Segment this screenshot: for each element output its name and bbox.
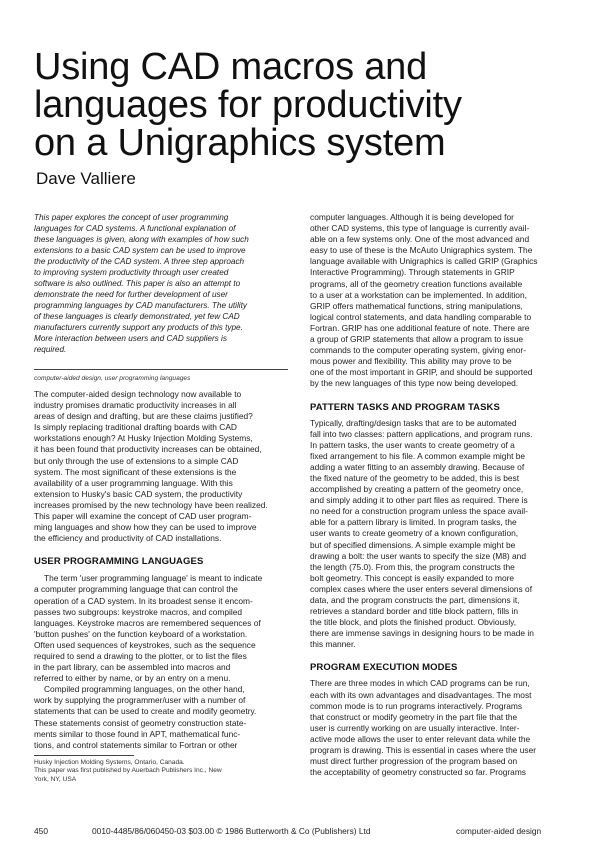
text-line: the fixed nature of the geometry to be added, this is best	[310, 472, 520, 483]
section-heading-pattern-tasks: PATTERN TASKS AND PROGRAM TASKS	[310, 401, 500, 413]
text-line: to a user at a workstation can be implemented. In addition,	[310, 289, 527, 300]
text-line: availability of a user programming language. With this	[34, 477, 233, 488]
text-line: commands to the computer operating system, giving enor-	[310, 345, 526, 356]
text-line: tions, and control statements similar to Fortran or other	[34, 739, 238, 750]
abstract-line: these languages is given, along with examples of how such	[34, 235, 249, 244]
text-line: languages. Keystroke macros are remembered sequences of	[34, 617, 261, 628]
text-line: language available with Unigraphics is called GRIP (Graphics	[310, 256, 538, 267]
text-line: fixed arrangement to his file. A common example might be	[310, 450, 526, 461]
text-line: required to send a drawing to the plotter, or to list the files	[34, 650, 247, 661]
title-line: on a Unigraphics system	[34, 122, 446, 164]
page-title	[34, 48, 574, 162]
text-line: GRIP offers mathematical functions, string manipulations,	[310, 300, 523, 311]
text-line: fall into two classes: pattern applications, and program runs.	[310, 428, 533, 439]
text-line: Interactive Programming). Through statements in GRIP	[310, 267, 515, 278]
text-line: the length (75.0). From this, the program constructs the	[310, 561, 515, 572]
text-line: able on a few systems only. One of the most advanced and	[310, 234, 530, 245]
text-line: a computer programming language that can control the	[34, 584, 238, 595]
footnote-line: Husky Injection Molding Systems, Ontario, Canada.	[34, 758, 185, 766]
text-line: Often used sequences of keystrokes, such as the sequence	[34, 639, 256, 650]
text-line: the efficiency and productivity of CAD installations.	[34, 533, 222, 544]
text-line: Compiled programming languages, on the other hand,	[44, 684, 245, 695]
text-line: mous power and flexibility. This ability may prove to be	[310, 356, 512, 367]
text-line: statements that can be used to create and modify geometry.	[34, 706, 257, 717]
abstract-line: programming languages by CAD manufacturers. The utility	[34, 301, 247, 310]
text-line: in the part library, can be assembled into macros and	[34, 662, 231, 673]
intro-paragraph	[34, 389, 288, 544]
text-line: adding a water fitting to an assembly drawing. Because of	[310, 461, 525, 472]
abstract-line: manufacturers currently support any products of this type.	[34, 323, 243, 332]
keywords: computer-aided design, user programming languages	[34, 369, 288, 383]
section1-paragraph-1	[34, 573, 288, 684]
text-line: In pattern tasks, the user wants to create geometry of a	[310, 439, 515, 450]
footnote-rule	[34, 755, 134, 756]
right-paragraph-1	[310, 212, 568, 390]
text-line: program is drawing. This is essential in cases where the user	[310, 745, 537, 756]
text-line: industry promises dramatic productivity increases in all	[34, 400, 237, 411]
text-line: data, and the program constructs the part, dimensions it,	[310, 595, 520, 605]
text-line: areas of design and drafting, but are these claims justified?	[34, 411, 253, 422]
text-line: computer languages. Although it is being developed for	[310, 212, 514, 222]
text-line: but only through the use of extensions to a simple CAD	[34, 455, 239, 466]
text-line: This paper will examine the concept of CAD user program-	[34, 511, 252, 522]
text-line: by the new languages of this type now being developed.	[310, 378, 519, 389]
text-line: the acceptability of geometry constructed so far. Programs	[310, 767, 526, 778]
abstract-line: of these languages is clearly demonstrated, yet few CAD	[34, 312, 240, 321]
text-line: workstations enough? At Husky Injection Molding Systems,	[34, 433, 253, 444]
citation: 0010-4485/86/060450-03 $03.00 © 1986 Butterworth & Co (Publishers) Ltd	[92, 826, 371, 836]
text-line: logical control statements, and data handling comparable to	[310, 311, 532, 322]
abstract-line: More interaction between users and CAD suppliers is	[34, 334, 227, 343]
text-line: and simply adding it to other part files as required. There is	[310, 495, 528, 506]
text-line: referred to either by name, or by an entry on a menu.	[34, 673, 231, 684]
text-line: passes two subgroups: keystroke macros, and compiled	[34, 606, 243, 617]
text-line: common mode is to run programs interactively. Programs	[310, 700, 523, 711]
section3-paragraph	[310, 678, 568, 778]
abstract-line: demonstrate the need for further development of user	[34, 290, 228, 299]
section-heading-user-programming: USER PROGRAMMING LANGUAGES	[34, 556, 204, 568]
abstract-line: languages for CAD systems. A functional explanation of	[34, 224, 236, 233]
text-line: other CAD systems, this type of language is currently avail-	[310, 223, 530, 234]
text-line: there are immense savings in designing hours to be made in	[310, 628, 534, 639]
abstract-line: to improving system productivity through user created	[34, 268, 229, 277]
text-line: 'button pushes' on the function keyboard of a workstation.	[34, 628, 248, 639]
text-line: able for a pattern library is limited. In program tasks, the	[310, 517, 517, 528]
footnote-line: York, NY, USA	[34, 776, 77, 783]
text-line: The term 'user programming language' is meant to indicate	[44, 573, 263, 584]
section2-paragraph	[310, 418, 568, 651]
text-line: bolt geometry. This concept is easily expanded to more	[310, 572, 515, 583]
section-heading-program-execution: PROGRAM EXECUTION MODES	[310, 662, 458, 674]
text-line: the title block, and plots the finished product. Obviously,	[310, 617, 517, 628]
journal-name: computer-aided design	[456, 826, 542, 836]
text-line: user wants to create geometry of a known configuration,	[310, 528, 519, 539]
abstract-line: the productivity of the CAD system. A three step approach	[34, 257, 245, 266]
page-number: 450	[34, 826, 48, 836]
text-line: Typically, drafting/design tasks that are to be automated	[310, 417, 517, 428]
text-line: These statements consist of geometry construction state-	[34, 717, 247, 728]
title-line: Using CAD macros and	[34, 46, 428, 88]
text-line: easy to use of these is the McAuto Unigraphics system. The	[310, 245, 533, 256]
footnote-line: This paper was first published by Auerbach Publishers Inc., New	[34, 767, 222, 775]
text-line: user is currently working on are usually interactive. Inter-	[310, 722, 520, 733]
text-line: must direct further progression of the program based on	[310, 756, 518, 767]
abstract-line: required.	[34, 345, 67, 354]
text-line: The computer-aided design technology now available to	[34, 389, 242, 399]
right-column	[310, 212, 568, 778]
text-line: active mode allows the user to enter relevant data while the	[310, 733, 531, 744]
text-line: ming languages and show how they can be used to improve	[34, 522, 257, 533]
text-line: programs, all of the geometry creation functions available	[310, 278, 523, 289]
text-line: extension to Husky's basic CAD system, the productivity	[34, 488, 243, 499]
text-line: drawing a bolt: the user wants to specify the size (M8) and	[310, 550, 526, 561]
text-line: it has been found that productivity increases can be obtained,	[34, 444, 262, 455]
text-line: increases promised by the new technology have been realized.	[34, 499, 268, 510]
abstract-line: This paper explores the concept of user programming	[34, 213, 229, 222]
text-line: operation of a CAD system. In its broadest sense it encom-	[34, 595, 253, 606]
text-line: each with its own advantages and disadvantages. The most	[310, 689, 532, 700]
text-line: There are three modes in which CAD programs can be run,	[310, 678, 530, 689]
text-line: that construct or modify geometry in the part file that the	[310, 711, 518, 722]
abstract-line: extensions to a basic CAD system can be used to improve	[34, 246, 246, 255]
text-line: Fortran. GRIP has one additional feature of note. There are	[310, 322, 530, 333]
abstract-line: software is also outlined. This paper is also an attempt to	[34, 279, 241, 288]
text-line: accomplished by creating a pattern of the geometry once,	[310, 484, 524, 495]
text-line: no need for a construction program unless the space avail-	[310, 506, 528, 517]
section1-paragraph-2	[34, 684, 288, 751]
abstract	[34, 212, 288, 355]
title-line: languages for productivity	[34, 84, 462, 126]
text-line: retrieves a standard border and title block pattern, fills in	[310, 606, 519, 617]
text-line: work by supplying the programmer/user with a number of	[34, 695, 246, 706]
author-name: Dave Valliere	[36, 169, 136, 188]
text-line: ments similar to those found in APT, mathematical func-	[34, 728, 241, 739]
text-line: Is simply replacing traditional drafting boards with CAD	[34, 422, 237, 433]
text-line: this manner.	[310, 639, 356, 650]
text-line: system. The most significant of these extensions is the	[34, 466, 237, 477]
left-column	[34, 212, 288, 785]
footnote	[34, 759, 288, 785]
text-line: complex cases where the user enters several dimensions of	[310, 583, 533, 594]
text-line: a group of GRIP statements that allow a program to issue	[310, 334, 524, 345]
text-line: one of the most important in GRIP, and should be supported	[310, 367, 533, 378]
text-line: but of specified dimensions. A simple example might be	[310, 539, 516, 550]
